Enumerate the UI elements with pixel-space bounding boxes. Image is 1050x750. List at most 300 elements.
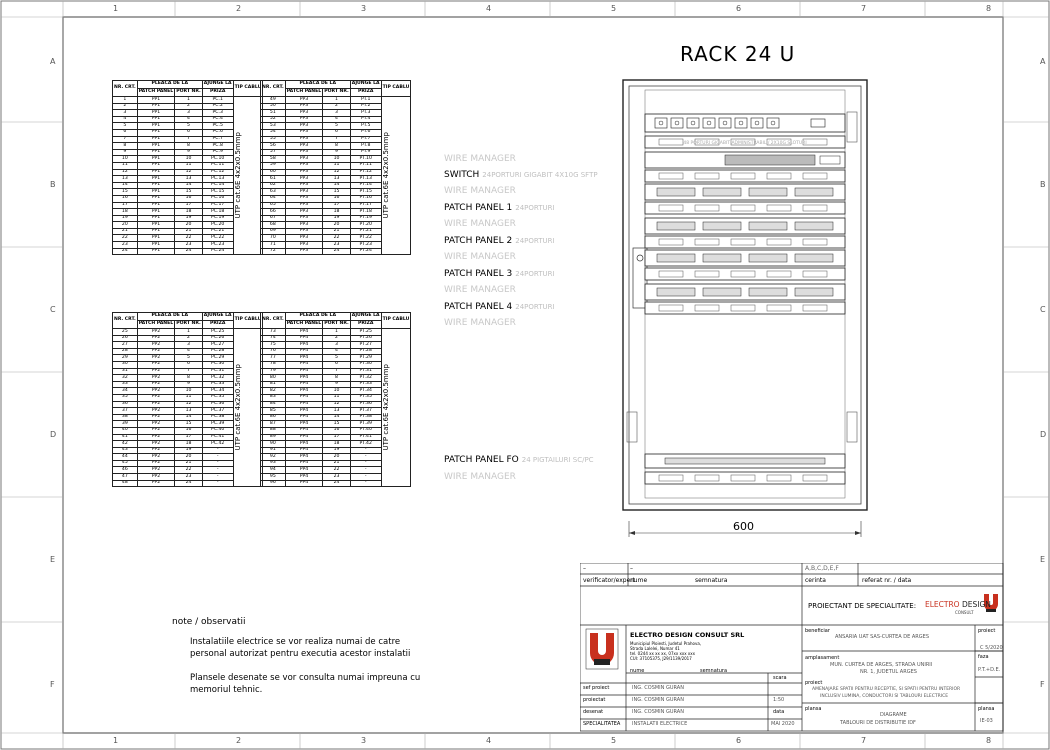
table-cell: - (350, 447, 381, 454)
table-cell: PP1 (137, 209, 175, 216)
table-cell: PP3 (285, 162, 323, 169)
table-cell: PP4 (285, 348, 323, 355)
grid-row-label: B (1040, 180, 1046, 189)
table-cell: PT.21 (350, 228, 381, 235)
wire-manager (645, 202, 845, 214)
tb-proiect: INCLUSIV LUMINA, CONDUCTORI SI TABLOURI ELECTRICE (820, 694, 949, 699)
col-header-pleaca: PLEACA DE LA (285, 313, 350, 321)
table-cell: 31 (113, 368, 138, 375)
table-cell: 17 (175, 202, 203, 209)
grid-row-label: E (1040, 555, 1046, 564)
table-cell: PP2 (137, 335, 175, 342)
table-cell: PP2 (137, 342, 175, 349)
table-cell: PP2 (137, 454, 175, 461)
rack-title: RACK 24 U (680, 42, 796, 66)
table-row (113, 97, 263, 104)
table-cell: PP4 (285, 408, 323, 415)
table-cell: 16 (175, 195, 203, 202)
table-cell: 3 (323, 110, 351, 117)
table-cell: PC.40 (202, 427, 233, 434)
rack-diagram (615, 72, 875, 542)
table-cell: 2 (323, 335, 351, 342)
table-cell: 5 (175, 355, 203, 362)
table-cell: 5 (175, 123, 203, 130)
patch-port-block (657, 288, 695, 296)
table-cell: - (350, 467, 381, 474)
table-cell: 22 (323, 235, 351, 242)
table-cell: PC.20 (202, 222, 233, 229)
table-cell: 20 (175, 222, 203, 229)
grid-col-label: 4 (486, 736, 492, 745)
table-cell: 91 (261, 447, 286, 454)
table-cell: PP1 (137, 235, 175, 242)
col-header-tip: TIP CABLU (381, 313, 411, 329)
table-cell: 4 (175, 116, 203, 123)
table-cell: PP1 (137, 136, 175, 143)
tb-person: ING. COSMIN GURAN (632, 709, 684, 715)
tb-plansa-nr-label: plansa (978, 706, 995, 712)
table-cell: 54 (261, 129, 286, 136)
table-cell: PT.10 (350, 156, 381, 163)
patch-table-pp2 (112, 312, 263, 487)
table-cell: 12 (175, 401, 203, 408)
table-cell: 3 (113, 110, 138, 117)
table-cell: PT.35 (350, 394, 381, 401)
table-cell: 6 (175, 129, 203, 136)
rack-label-main: WIRE MANAGER (444, 154, 516, 164)
table-cell: 15 (323, 421, 351, 428)
table-cell: PP3 (285, 149, 323, 156)
table-cell: PP1 (137, 195, 175, 202)
table-cell: PP2 (137, 480, 175, 487)
table-cell: PP2 (137, 388, 175, 395)
table-cell: 8 (175, 143, 203, 150)
table-cell: PC.41 (202, 434, 233, 441)
rack-label (444, 236, 555, 246)
table-cell: 75 (261, 342, 286, 349)
rack-label-main: PATCH PANEL FO (444, 455, 519, 465)
table-cell: PP2 (137, 368, 175, 375)
table-cell: PC.33 (202, 381, 233, 388)
table-cell: 59 (261, 162, 286, 169)
table-cell: PP4 (285, 474, 323, 481)
table-cell: PC.10 (202, 156, 233, 163)
table-cell: 22 (323, 467, 351, 474)
col-header-port: PORT NR. (323, 321, 351, 329)
table-cell: PT.27 (350, 342, 381, 349)
col-header-patch: PATCH PANEL (285, 321, 323, 329)
table-cell: 1 (113, 97, 138, 104)
col-header-patch: PATCH PANEL (137, 321, 175, 329)
table-cell: 23 (175, 474, 203, 481)
table-cell: PP4 (285, 414, 323, 421)
tb-proiect-label: proiect (805, 680, 823, 686)
rack-label-main: PATCH PANEL 3 (444, 269, 513, 279)
table-cell: 24 (175, 480, 203, 487)
tb-beneficiar-label: beneficiar (805, 628, 830, 634)
tb-data-label: data (773, 709, 785, 715)
rack-label-main: WIRE MANAGER (444, 318, 516, 328)
table-cell: PC.34 (202, 388, 233, 395)
grid-col-label: 6 (736, 4, 742, 13)
table-cell: - (350, 454, 381, 461)
grid-row-label: B (50, 180, 56, 189)
table-cell: 86 (261, 414, 286, 421)
table-cell: 20 (323, 454, 351, 461)
table-cell: PT.28 (350, 348, 381, 355)
tb-brand-sub: CONSULT (955, 610, 974, 615)
table-cell: 13 (175, 408, 203, 415)
table-cell: PC.3 (202, 110, 233, 117)
table-cell: 48 (113, 480, 138, 487)
table-cell: PP3 (285, 169, 323, 176)
table-cell: PC.19 (202, 215, 233, 222)
table-cell: PP1 (137, 97, 175, 104)
table-cell: 8 (323, 143, 351, 150)
table-cell: - (202, 447, 233, 454)
table-cell: 18 (175, 209, 203, 216)
table-cell: 51 (261, 110, 286, 117)
table-cell: 10 (323, 388, 351, 395)
notes-line: memoriul tehnic. (190, 685, 263, 695)
table-cell: 24 (323, 248, 351, 255)
table-cell: PT.36 (350, 401, 381, 408)
tb-proiect-nr: C 5/2020 (980, 645, 1003, 651)
tb-plansa-title: DIAGRAME (880, 712, 907, 718)
table-cell: 8 (113, 143, 138, 150)
table-cell: 22 (113, 235, 138, 242)
grid-row-label: F (1040, 680, 1045, 689)
notes-line: Instalatiile electrice se vor realiza numai de catre (190, 637, 401, 647)
tb-role: SPECIALITATEA (583, 721, 621, 727)
table-cell: PC.22 (202, 235, 233, 242)
table-cell: PT.11 (350, 162, 381, 169)
tb-proiect: AMENAJARE SPATII PENTRU RECEPTIE, SI SPATII PENTRU INTERIOR (812, 687, 961, 692)
table-cell: 19 (323, 447, 351, 454)
table-cell: PT.25 (350, 329, 381, 336)
table-cell: 30 (113, 361, 138, 368)
tb-cerinta: cerinta (805, 577, 826, 584)
table-cell: PT.8 (350, 143, 381, 150)
cable-type-cell (233, 97, 263, 255)
table-cell: PP2 (137, 421, 175, 428)
rack-label-main: WIRE MANAGER (444, 285, 516, 295)
table-cell: 9 (175, 149, 203, 156)
table-cell: - (202, 460, 233, 467)
col-header-port: PORT NR. (175, 321, 203, 329)
table-cell: 63 (261, 189, 286, 196)
table-cell: PP4 (285, 375, 323, 382)
table-cell: 17 (175, 434, 203, 441)
table-cell: 95 (261, 474, 286, 481)
rack-label-main: WIRE MANAGER (444, 219, 516, 229)
table-cell: 50 (261, 103, 286, 110)
table-cell: PC.27 (202, 342, 233, 349)
table-cell: PC.36 (202, 401, 233, 408)
table-cell: PP1 (137, 143, 175, 150)
table-cell: 5 (323, 123, 351, 130)
table-cell: PP1 (137, 129, 175, 136)
table-cell: 58 (261, 156, 286, 163)
table-cell: 6 (113, 129, 138, 136)
table-cell: PP2 (137, 408, 175, 415)
table-cell: 37 (113, 408, 138, 415)
notes-line: Plansele desenate se vor consulta numai impreuna cu (190, 673, 421, 683)
table-cell: PP1 (137, 215, 175, 222)
table-cell: 96 (261, 480, 286, 487)
table-cell: 9 (113, 149, 138, 156)
table-cell: 16 (113, 195, 138, 202)
table-cell: PP4 (285, 394, 323, 401)
table-cell: PT.18 (350, 209, 381, 216)
table-cell: PP4 (285, 329, 323, 336)
tb-dash: – (630, 565, 633, 572)
table-cell: PP3 (285, 116, 323, 123)
table-cell: PC.25 (202, 329, 233, 336)
patch-port-block (703, 188, 741, 196)
table-cell: 8 (175, 375, 203, 382)
patch-port-block (749, 254, 787, 262)
grid-col-label: 7 (861, 4, 867, 13)
rack-label-main: SWITCH (444, 170, 480, 180)
wire-manager (645, 472, 845, 484)
table-cell: 49 (261, 97, 286, 104)
grid-col-label: 3 (361, 736, 367, 745)
table-cell: PP2 (137, 361, 175, 368)
table-cell: PT.34 (350, 388, 381, 395)
patch-port-block (703, 254, 741, 262)
col-header-tip: TIP CABLU (233, 313, 263, 329)
table-cell: 32 (113, 375, 138, 382)
tb-amplasament-label: amplasament (805, 655, 840, 661)
grid-col-label: 3 (361, 4, 367, 13)
table-cell: 68 (261, 222, 286, 229)
table-cell: 10 (175, 388, 203, 395)
rack-width-dimension: 600 (733, 520, 754, 533)
table-cell: PP2 (137, 375, 175, 382)
table-cell: PP4 (285, 454, 323, 461)
table-cell: PT.20 (350, 222, 381, 229)
table-cell: 7 (175, 368, 203, 375)
table-cell: PP2 (137, 348, 175, 355)
tb-company-line: CUI: 37105375, J29/1139/2017 (630, 656, 692, 661)
table-cell: PP3 (285, 248, 323, 255)
table-cell: PP1 (137, 110, 175, 117)
table-cell: 46 (113, 467, 138, 474)
col-header-priza: PRIZA (202, 89, 233, 97)
table-cell: PT.24 (350, 248, 381, 255)
rack-label-sub: 24PORTURI (515, 204, 555, 212)
table-cell: 47 (113, 474, 138, 481)
tb-data: MAI 2020 (771, 721, 795, 727)
table-cell: 5 (323, 355, 351, 362)
table-cell: PT.29 (350, 355, 381, 362)
table-cell: PC.7 (202, 136, 233, 143)
patch-port-block (795, 188, 833, 196)
table-cell: PP1 (137, 248, 175, 255)
table-cell: 17 (113, 202, 138, 209)
table-cell: 85 (261, 408, 286, 415)
table-cell: PP1 (137, 103, 175, 110)
table-cell: 55 (261, 136, 286, 143)
patch-port-block (749, 288, 787, 296)
col-header-ajunge: AJUNGE LA (202, 81, 233, 89)
table-cell: PP4 (285, 361, 323, 368)
grid-row-label: C (50, 305, 56, 314)
table-cell: PP2 (137, 414, 175, 421)
table-cell: PT.13 (350, 176, 381, 183)
table-cell: PP3 (285, 97, 323, 104)
wire-manager (645, 236, 845, 248)
table-cell: PP3 (285, 195, 323, 202)
tb-plansa-nr: IE-03 (980, 718, 993, 724)
pdu-caption: 48 PORTURI GIGABIT ADMINISTRABIL / 2X10G SLOTURI (683, 141, 807, 146)
table-cell: PT.41 (350, 434, 381, 441)
tb-referat: referat nr. / data (862, 577, 912, 584)
table-cell: 11 (323, 394, 351, 401)
table-cell: 5 (113, 123, 138, 130)
table-cell: PP1 (137, 123, 175, 130)
col-header-tip: TIP CABLU (381, 81, 411, 97)
table-cell: 12 (323, 401, 351, 408)
table-cell: PT.19 (350, 215, 381, 222)
table-cell: PC.11 (202, 162, 233, 169)
grid-col-label: 5 (611, 736, 617, 745)
patch-port-block (703, 288, 741, 296)
table-cell: 76 (261, 348, 286, 355)
table-cell: 9 (323, 381, 351, 388)
table-cell: 43 (113, 447, 138, 454)
table-cell: 90 (261, 441, 286, 448)
table-cell: 35 (113, 394, 138, 401)
table-cell: 23 (323, 474, 351, 481)
table-cell: 66 (261, 209, 286, 216)
table-cell: 38 (113, 414, 138, 421)
table-cell: PT.4 (350, 116, 381, 123)
table-cell: PP2 (137, 434, 175, 441)
table-cell: 15 (175, 421, 203, 428)
col-header-ajunge: AJUNGE LA (350, 313, 381, 321)
table-cell: - (350, 474, 381, 481)
tb-semnatura: semnatura (695, 577, 728, 584)
table-cell: 11 (323, 162, 351, 169)
patch-port-block (657, 188, 695, 196)
tb-company-line: Strada Lalelei, Numar 41 (630, 646, 680, 651)
table-cell: 3 (175, 110, 203, 117)
table-cell: PP2 (137, 329, 175, 336)
table-cell: 36 (113, 401, 138, 408)
table-cell: PT.2 (350, 103, 381, 110)
patch-table-pp3 (260, 80, 411, 255)
table-cell: PP1 (137, 202, 175, 209)
table-cell: 87 (261, 421, 286, 428)
table-cell: 14 (323, 182, 351, 189)
table-cell: 6 (175, 361, 203, 368)
table-cell: PP4 (285, 467, 323, 474)
tb-proiect-nr-label: proiect (978, 628, 996, 634)
table-cell: 8 (323, 375, 351, 382)
table-cell: 61 (261, 176, 286, 183)
table-cell: 4 (175, 348, 203, 355)
table-cell: PP1 (137, 189, 175, 196)
table-cell: PC.13 (202, 176, 233, 183)
table-cell: PP3 (285, 235, 323, 242)
table-cell: PT.17 (350, 202, 381, 209)
rack-label (444, 318, 516, 328)
table-cell: - (202, 474, 233, 481)
col-header-pleaca: PLEACA DE LA (285, 81, 350, 89)
tb-nume-2: nume (630, 668, 645, 674)
patch-port-block (749, 188, 787, 196)
table-cell: PC.35 (202, 394, 233, 401)
cable-type: UTP cat.6E 4x2x0.5mmp (233, 364, 242, 451)
table-cell: 2 (175, 335, 203, 342)
table-cell: PP4 (285, 401, 323, 408)
table-cell: PC.32 (202, 375, 233, 382)
table-cell: PC.14 (202, 182, 233, 189)
table-cell: 10 (175, 156, 203, 163)
table-cell: 20 (113, 222, 138, 229)
table-cell: PT.9 (350, 149, 381, 156)
table-cell: 65 (261, 202, 286, 209)
table-cell: PP3 (285, 228, 323, 235)
table-cell: 83 (261, 394, 286, 401)
table-cell: PT.3 (350, 110, 381, 117)
rack-label (444, 269, 555, 279)
table-cell: 44 (113, 454, 138, 461)
table-cell: 29 (113, 355, 138, 362)
tb-company-line: tel. 0244 xx xx xx, 07xx xxx xxx (630, 651, 695, 656)
table-cell: PP1 (137, 156, 175, 163)
table-cell: 10 (323, 156, 351, 163)
table-cell: - (350, 480, 381, 487)
table-cell: PC.15 (202, 189, 233, 196)
rack-label (444, 285, 516, 295)
table-cell: 16 (323, 195, 351, 202)
tb-beneficiar: ANSARIA UAT SAS-CURTEA DE ARGES (835, 634, 929, 640)
tb-company-line: Municipiul Ploiesti, Judetul Prahova, (630, 641, 702, 646)
table-cell: PC.30 (202, 361, 233, 368)
table-cell: PP3 (285, 209, 323, 216)
table-cell: 3 (323, 342, 351, 349)
table-cell: PP4 (285, 355, 323, 362)
tb-person: ING. COSMIN GURAN (632, 697, 684, 703)
table-cell: 72 (261, 248, 286, 255)
table-cell: PP4 (285, 342, 323, 349)
cable-type-cell (381, 329, 411, 487)
table-cell: PC.8 (202, 143, 233, 150)
grid-col-label: 5 (611, 4, 617, 13)
table-cell: PP3 (285, 129, 323, 136)
table-cell: 15 (323, 189, 351, 196)
table-cell: PP3 (285, 176, 323, 183)
table-cell: 16 (323, 427, 351, 434)
table-cell: PP3 (285, 202, 323, 209)
table-cell: PC.21 (202, 228, 233, 235)
grid-row-label: D (50, 430, 57, 439)
switch-ports (725, 155, 815, 165)
col-header-priza: PRIZA (202, 321, 233, 329)
table-cell: PP2 (137, 355, 175, 362)
tb-faza: P.T.+D.E. (978, 667, 1001, 673)
table-cell: PC.24 (202, 248, 233, 255)
wire-manager (645, 302, 845, 314)
table-cell: 18 (113, 209, 138, 216)
col-header-priza: PRIZA (350, 89, 381, 97)
tb-person: ING. COSMIN GURAN (632, 685, 684, 691)
patch-port-block (749, 222, 787, 230)
table-cell: 71 (261, 242, 286, 249)
